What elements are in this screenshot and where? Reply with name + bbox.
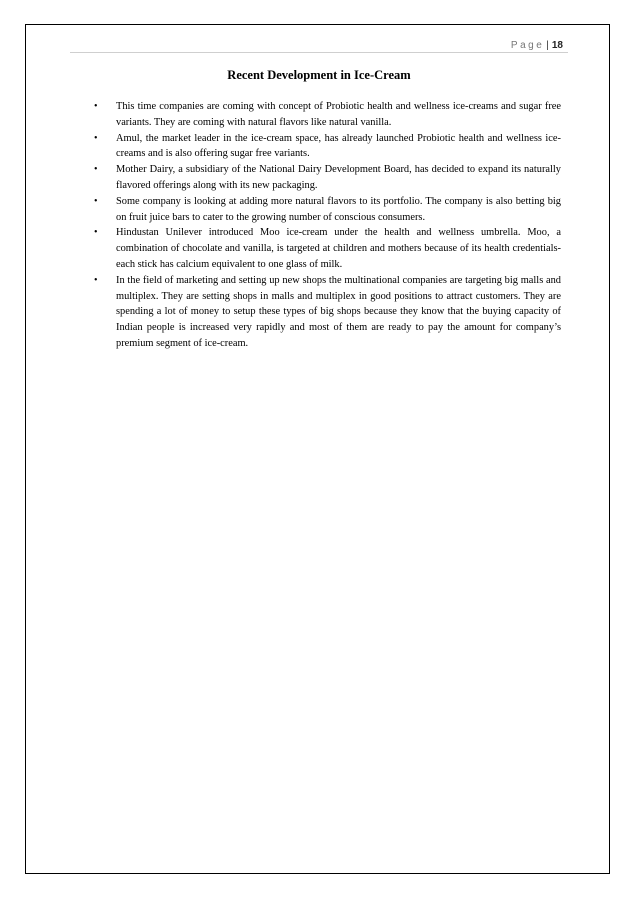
bullet-icon: • xyxy=(94,101,98,112)
bullet-text: Amul, the market leader in the ice-cream space, has already launched Probiotic health and wellness ice-creams and is also offering sugar free variants. xyxy=(116,132,561,160)
bullet-icon: • xyxy=(94,132,98,144)
bullet-item xyxy=(90,162,561,194)
bullet-item xyxy=(90,194,561,226)
section-title: Recent Development in Ice-Cream xyxy=(227,68,411,82)
bullet-icon: • xyxy=(94,274,98,286)
bullet-icon: • xyxy=(94,227,98,239)
bullet-text: Mother Dairy, a subsidiary of the National Dairy Development Board, has decided to expand its naturally flavored offerings along with its new packaging. xyxy=(116,164,561,191)
page-number-header xyxy=(511,40,563,51)
page-word: Page xyxy=(510,40,545,51)
bullet-icon: • xyxy=(94,195,98,207)
bullet-text: Hindustan Unilever introduced Moo ice-cream under the health and wellness umbrella. Moo, a combination of chocolate and vanilla, is targeted at children and mothers because of its health credentials- each stick has calcium equivalent to one glass of milk. xyxy=(116,227,561,270)
page-separator: | xyxy=(546,40,549,51)
page-number: 18 xyxy=(551,40,563,51)
bullet-icon: • xyxy=(94,164,98,176)
bullet-text: Some company is looking at adding more natural flavors to its portfolio. The company is also betting big on fruit juice bars to cater to the growing number of conscious consumers. xyxy=(116,195,561,223)
bullet-text: In the field of marketing and setting up new shops the multinational companies are targeting big malls and multiplex. They are setting shops in malls and multiplex in good positions to attract customers. They are spending a lot of money to setup these types of big shops because they know that the buying capacity of Indian people is increased very rapidly and most of them are ready to pay the amount for company’s premium segment of ice-cream. xyxy=(116,274,561,349)
bullet-item xyxy=(90,225,561,272)
bullet-item xyxy=(90,99,561,131)
bullet-list xyxy=(90,99,561,352)
bullet-text: This time companies are coming with concept of Probiotic health and wellness ice-creams and sugar free variants. They are coming with natural flavors like natural vanilla. xyxy=(116,101,561,128)
bullet-item xyxy=(90,131,561,163)
bullet-item xyxy=(90,273,561,352)
header-rule xyxy=(70,52,568,53)
